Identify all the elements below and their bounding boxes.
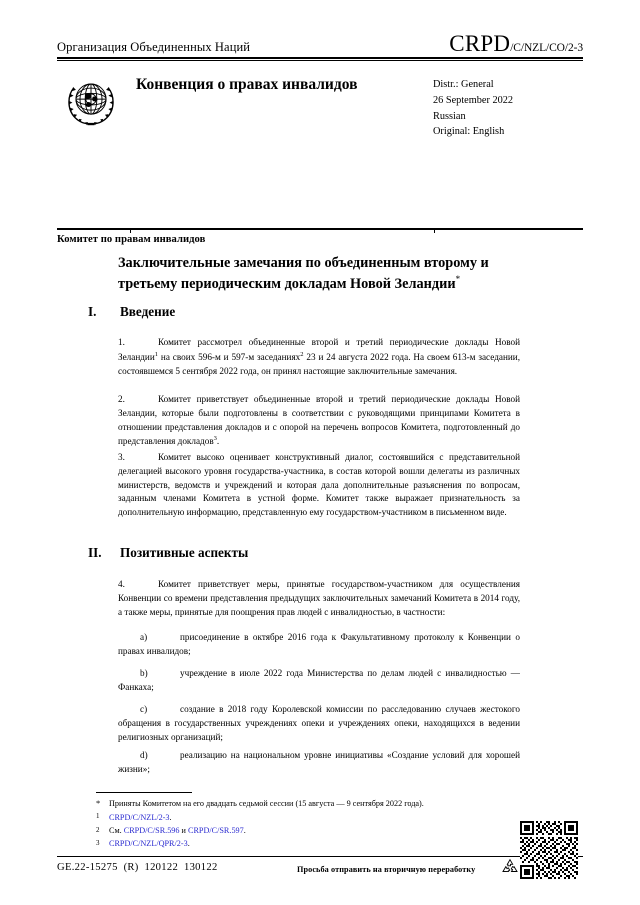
recycle-icon bbox=[500, 857, 520, 877]
distribution-language: Russian bbox=[433, 110, 466, 122]
footnote-text-run: . bbox=[243, 826, 246, 836]
un-emblem-icon bbox=[62, 73, 120, 131]
footnote-text bbox=[109, 837, 536, 850]
paragraph-indent bbox=[136, 451, 158, 465]
page-title-text: Заключительные замечания по объединенным второму и третьему периодическим докладам Новой Зеландии bbox=[118, 255, 489, 293]
footnote-marker: * bbox=[96, 798, 101, 808]
distribution-date: 26 September 2022 bbox=[433, 95, 514, 107]
footnote-marker: 3 bbox=[96, 838, 100, 847]
paragraph-indent bbox=[136, 336, 158, 350]
footnote-text-run: . bbox=[187, 839, 190, 849]
sub-item-text: присоединение в октябре 2016 года к Факультативному протоколу к Конвенции о правах инвалидов; bbox=[118, 632, 520, 656]
footnote-reference[interactable]: 1 bbox=[154, 350, 159, 358]
sub-item bbox=[118, 667, 520, 695]
section-numeral: II. bbox=[88, 545, 102, 560]
footnote bbox=[96, 811, 536, 824]
sub-item-letter: c) bbox=[140, 704, 148, 714]
paragraph-text: 23 и 24 августа 2022 года. На своем 613-м заседании, состоявшемся 5 сентября 2022 года, он принял настоящие заключительные замечания. bbox=[118, 351, 520, 376]
convention-title: Конвенция о правах инвалидов bbox=[136, 76, 358, 94]
sub-item bbox=[118, 631, 520, 659]
section-heading-introduction bbox=[88, 304, 175, 320]
job-number: GE.22-15275 (R) 120122 130122 bbox=[57, 862, 218, 873]
sub-item-indent bbox=[118, 667, 140, 681]
paragraph bbox=[118, 451, 520, 520]
sub-item-text: учреждение в июле 2022 года Министерства по делам людей с инвалидностью — Фанкаха; bbox=[118, 668, 520, 692]
paragraph-text: . bbox=[216, 436, 220, 447]
header-tick-right bbox=[434, 228, 435, 233]
paragraph bbox=[118, 393, 520, 449]
sub-item-letter: a) bbox=[140, 632, 148, 642]
footnote bbox=[96, 837, 536, 850]
paragraph-text: Комитет приветствует объединенные второй и третий периодические доклады Новой Зеландии, которые были подготовлены в соответствии с руководящими принципами Комитета в отношении представления докладов и с опорой на перечень вопросов Комитета, подготовленный до представления докладов bbox=[118, 394, 520, 447]
document-header bbox=[57, 32, 583, 161]
footnote-marker: 1 bbox=[96, 812, 100, 821]
sub-item bbox=[118, 749, 520, 777]
sub-item bbox=[118, 703, 520, 744]
sub-item-gap bbox=[158, 703, 180, 717]
section-title: Позитивные аспекты bbox=[120, 545, 249, 560]
footnote-link[interactable]: CRPD/C/SR.597 bbox=[187, 826, 244, 836]
committee-name: Комитет по правам инвалидов bbox=[57, 234, 206, 245]
organization-name: Организация Объединенных Наций bbox=[57, 40, 251, 55]
paragraph-indent bbox=[136, 578, 158, 592]
footnote-reference[interactable]: 3 bbox=[213, 435, 217, 443]
footnote-text bbox=[109, 824, 536, 837]
paragraph-text: на своих 596-м и 597-м заседаниях bbox=[158, 351, 301, 362]
footnote-reference[interactable]: 2 bbox=[300, 350, 304, 358]
sub-item-letter: d) bbox=[140, 750, 148, 760]
footnote-text-run: . bbox=[169, 812, 172, 822]
paragraph bbox=[118, 578, 520, 619]
footnote-text-run: и bbox=[179, 826, 188, 836]
footnote-link[interactable]: CRPD/C/NZL/QPR/2-3 bbox=[109, 839, 188, 849]
sub-item-indent bbox=[118, 631, 140, 645]
footnote bbox=[96, 797, 536, 811]
distribution-original: Original: English bbox=[433, 126, 505, 138]
sub-item-text: реализацию на национальном уровне инициативы «Создание условий для хорошей жизни»; bbox=[118, 750, 520, 774]
header-tick-left bbox=[130, 228, 131, 233]
sub-item-indent bbox=[118, 703, 140, 717]
section-numeral: I. bbox=[88, 304, 97, 319]
footnote-text-run: См. bbox=[109, 826, 124, 836]
page-title bbox=[118, 253, 538, 294]
paragraph-number: 1. bbox=[118, 337, 125, 347]
footnote-text bbox=[109, 811, 536, 824]
recycle-note: Просьба отправить на вторичную переработку bbox=[297, 865, 476, 874]
footnote-text-run: Приняты Комитетом на его двадцать седьмой сессии (15 августа — 9 сентября 2022 года). bbox=[109, 799, 424, 808]
paragraph-number: 2. bbox=[118, 394, 125, 404]
footnote-link[interactable]: CRPD/C/SR.596 bbox=[123, 826, 180, 836]
qr-code bbox=[520, 821, 578, 879]
header-rule-thick bbox=[57, 57, 583, 59]
footnote bbox=[96, 824, 536, 837]
distribution-block bbox=[433, 77, 583, 140]
paragraph bbox=[118, 336, 520, 378]
paragraph-number: 3. bbox=[118, 452, 125, 462]
page-title-footnote-marker: * bbox=[455, 274, 461, 285]
sub-item-indent bbox=[118, 749, 140, 763]
sub-item-letter: b) bbox=[140, 668, 148, 678]
footnote-text bbox=[109, 797, 536, 810]
section-title: Введение bbox=[120, 304, 176, 319]
paragraph-text: Комитет рассмотрел объединенные второй и третий периодические доклады Новой Зеландии bbox=[118, 337, 520, 362]
footnote-list bbox=[96, 797, 536, 851]
sub-item-gap bbox=[158, 631, 180, 645]
sub-item-gap bbox=[158, 749, 180, 763]
paragraph-indent bbox=[136, 393, 158, 407]
footnote-link[interactable]: CRPD/C/NZL/2-3 bbox=[109, 812, 170, 822]
paragraph-text: Комитет высоко оценивает конструктивный диалог, состоявшийся с представительной делегацией высокого уровня государства-участника, в состав которой вошли делегаты из различных министерств, ведомств и учреждений и которая дала дополнительные разъяснения по вопросам, заданным членами Комитета в устной форме. Комитет также выражает признательность за дополнительную информацию, представленную ему государством-участником в письменном виде. bbox=[118, 452, 520, 518]
document-symbol bbox=[449, 32, 583, 55]
header-main-row bbox=[57, 69, 583, 161]
section-heading-positive-aspects bbox=[88, 545, 248, 561]
paragraph-text: Комитет приветствует меры, принятые государством-участником для осуществления Конвенции со времени представления предыдущих заключительных замечаний Комитета в 2014 году, а также меры, принятые для поощрения прав людей с инвалидностью, в частности: bbox=[118, 579, 520, 617]
document-symbol-suffix: /C/NZL/CO/2-3 bbox=[510, 42, 583, 54]
paragraph-number: 4. bbox=[118, 579, 125, 589]
footnote-separator bbox=[96, 792, 192, 793]
header-top-row bbox=[57, 32, 583, 57]
footnote-marker: 2 bbox=[96, 825, 100, 834]
header-rule-thin bbox=[57, 60, 583, 61]
sub-item-text: создание в 2018 году Королевской комиссии по расследованию случаев жестокого обращения в государственных учреждениях опеки и учреждениях опеки, находящихся в ведении религиозных организаций; bbox=[118, 704, 520, 742]
document-symbol-main: CRPD bbox=[449, 31, 511, 56]
sub-item-gap bbox=[158, 667, 180, 681]
distribution-type: Distr.: General bbox=[433, 79, 494, 91]
header-bottom-rule bbox=[57, 228, 583, 230]
